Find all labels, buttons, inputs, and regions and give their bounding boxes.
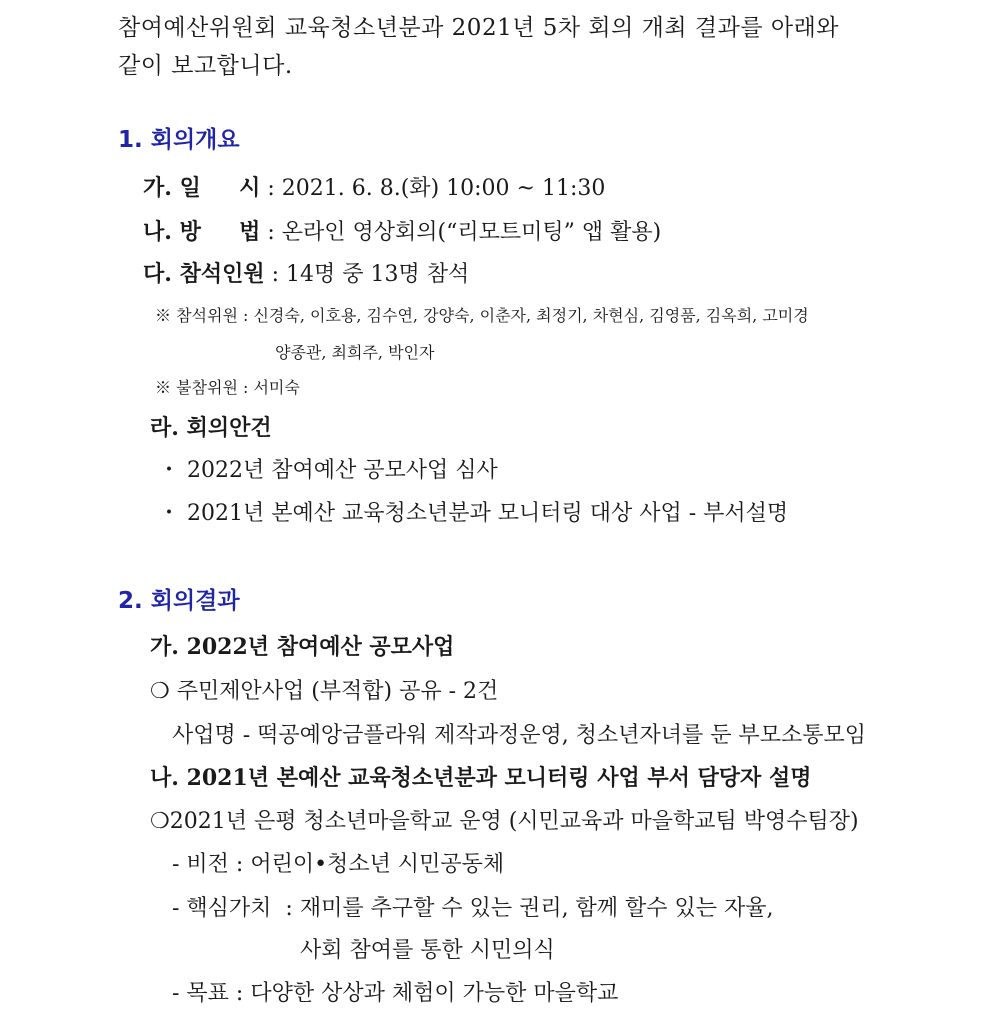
result-sub-b-item: ❍2021년 은평 청소년마을학교 운영 (시민교육과 마을학교팀 박영수팀장) (150, 809, 859, 834)
meeting-date-label: 가. 일 시 (143, 175, 261, 201)
result-sub-a-detail: 사업명 - 떡공예앙금플라워 제작과정운영, 청소년자녀를 둔 부모소통모임 (172, 723, 866, 748)
meeting-date-value: : 2021. 6. 8.(화) 10:00 ~ 11:30 (267, 176, 606, 201)
section-2-heading: 2. 회의결과 (118, 588, 240, 614)
meeting-attendance-value: : 14명 중 13명 참석 (271, 262, 470, 287)
section-1-heading: 1. 회의개요 (118, 127, 240, 153)
meeting-method-label: 나. 방 법 (143, 219, 261, 245)
core-values-cont: 사회 참여를 통한 시민의식 (300, 938, 555, 963)
goal-line: - 목표 : 다양한 상상과 체험이 가능한 마을학교 (172, 981, 619, 1006)
attendees-note: ※ 참석위원 : 신경숙, 이호용, 김수연, 강양숙, 이춘자, 최정기, 차현심, 김영품, 김옥희, 고미경 (155, 306, 809, 325)
intro-line-1: 참여예산위원회 교육청소년분과 2021년 5차 회의 개최 결과를 아래와 (118, 15, 840, 41)
result-sub-a-item: ❍ 주민제안사업 (부적합) 공유 - 2건 (150, 679, 499, 704)
result-sub-b: 나. 2021년 본예산 교육청소년분과 모니터링 사업 부서 담당자 설명 (150, 765, 812, 791)
core-values-line: - 핵심가치 : 재미를 추구할 수 있는 권리, 함께 할수 있는 자율, (172, 896, 774, 921)
absent-note: ※ 불참위원 : 서미숙 (155, 378, 300, 397)
agenda-label: 라. 회의안건 (150, 415, 272, 441)
vision-line: - 비전 : 어린이•청소년 시민공동체 (172, 852, 505, 877)
intro-line-2: 같이 보고합니다. (118, 53, 293, 79)
attendees-note-cont: 양종관, 최희주, 박인자 (275, 343, 435, 362)
meeting-attendance-label: 다. 참석인원 (143, 261, 265, 287)
meeting-method (143, 221, 661, 244)
meeting-date (143, 177, 605, 200)
result-sub-a: 가. 2022년 참여예산 공모사업 (150, 634, 455, 660)
agenda-item-2: ・ 2021년 본예산 교육청소년분과 모니터링 대상 사업 - 부서설명 (158, 501, 789, 526)
meeting-method-value: : 온라인 영상회의(“리모트미팅” 앱 활용) (267, 220, 662, 245)
meeting-attendance (143, 263, 469, 286)
agenda-item-1: ・ 2022년 참여예산 공모사업 심사 (158, 458, 498, 483)
